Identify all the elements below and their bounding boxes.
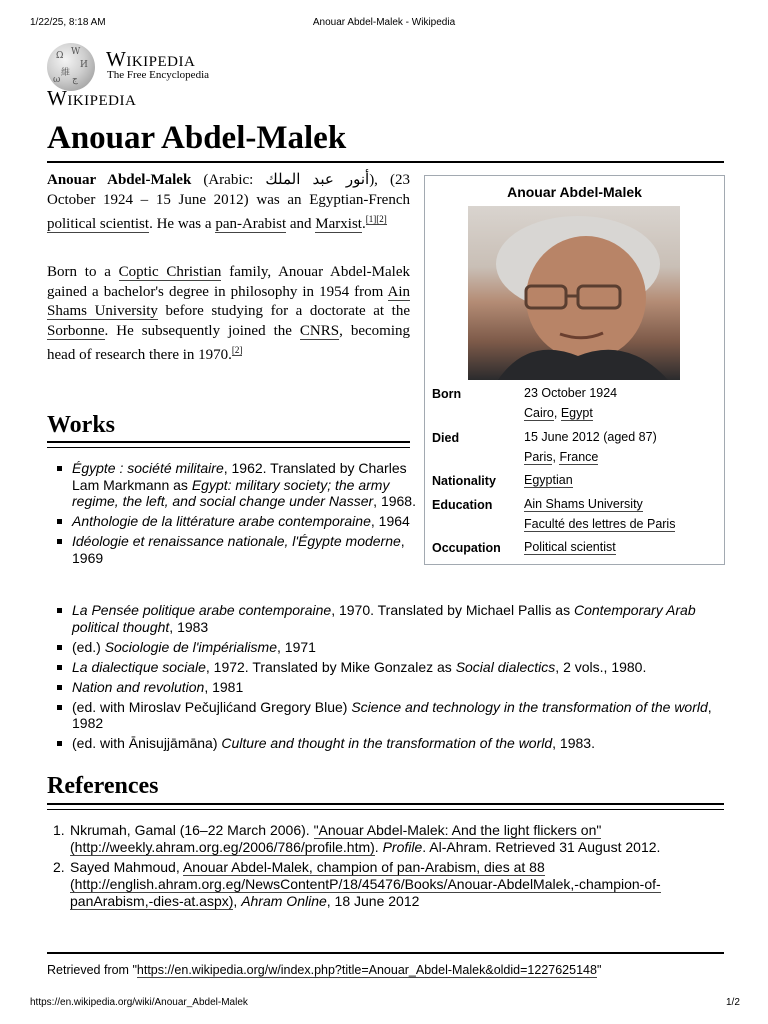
link-political-scientist-infobox[interactable]: Political scientist	[524, 540, 616, 554]
link-coptic-christian[interactable]: Coptic Christian	[118, 264, 222, 280]
link-egypt[interactable]: Egypt	[560, 405, 593, 420]
link-sorbonne[interactable]: Sorbonne	[47, 322, 105, 339]
reference-link[interactable]: "Anouar Abdel-Malek: And the light flickers on" (http://weekly.ahram.org.eg/2006/786/profile.htm)	[70, 822, 602, 855]
works-heading: Works	[47, 412, 116, 438]
citation-1-2[interactable]: [1][2]	[365, 214, 387, 225]
link-ain-shams-university-infobox[interactable]: Ain Shams University	[524, 497, 643, 511]
intro-paragraph: Anouar Abdel-Malek (Arabic: أنور عبد الملك), (23 October 1924 – 15 June 2012) was an Egyptian-French political scientist. He was a pan-Arabist and Marxist.[1][2]	[47, 172, 410, 233]
nationality-label: Nationality	[432, 474, 496, 488]
works-divider	[47, 441, 410, 448]
references-divider	[47, 803, 724, 810]
education-value	[524, 495, 675, 534]
link-france[interactable]: France	[559, 449, 599, 464]
wikipedia-wordmark[interactable]: Wikipedia	[106, 47, 196, 71]
born-label: Born	[432, 387, 462, 401]
list-item: (ed. with Ānisujjāmāna) Culture and thought in the transformation of the world, 1983.	[55, 735, 725, 752]
print-page-title: Anouar Abdel-Malek - Wikipedia	[312, 17, 456, 28]
link-pan-arabist[interactable]: pan-Arabist	[215, 216, 287, 233]
retrieved-from: Retrieved from "https://en.wikipedia.org/w/index.php?title=Anouar_Abdel-Malek&oldid=1227625148"	[47, 963, 602, 977]
link-political-scientist[interactable]: political scientist	[47, 216, 150, 233]
died-value: 15 June 2012 (aged 87) Paris, France	[524, 430, 657, 464]
print-footer-url: https://en.wikipedia.org/wiki/Anouar_Abdel-Malek	[30, 997, 248, 1008]
list-item: (ed. with Miroslav Pečujlićand Gregory Blue) Science and technology in the transformation of the world, 1982	[55, 699, 725, 732]
education-label: Education	[432, 498, 493, 512]
portrait-photo[interactable]	[468, 206, 680, 380]
works-list-wide	[55, 602, 725, 755]
link-cairo[interactable]: Cairo	[524, 405, 554, 420]
portrait-image	[468, 206, 680, 380]
occupation-value	[524, 538, 616, 558]
list-item: La Pensée politique arabe contemporaine, 1970. Translated by Michael Pallis as Contemporary Arab political thought, 1983	[55, 602, 725, 635]
reference-item: 1. Nkrumah, Gamal (16–22 March 2006). "Anouar Abdel-Malek: And the light flickers on" (http://weekly.ahram.org.eg/2006/786/profile.htm). Profile. Al-Ahram. Retrieved 31 August 2012.	[53, 822, 661, 855]
permanent-link[interactable]: https://en.wikipedia.org/w/index.php?title=Anouar_Abdel-Malek&oldid=1227625148	[136, 963, 597, 977]
died-label: Died	[432, 431, 460, 445]
title-divider	[47, 161, 724, 163]
nationality-value	[524, 471, 573, 491]
wikipedia-globe-logo[interactable]: Ω W И 維 ω ج	[47, 43, 95, 91]
print-datetime: 1/22/25, 8:18 AM	[30, 17, 106, 28]
link-egyptian[interactable]: Egyptian	[524, 473, 573, 487]
infobox-title: Anouar Abdel-Malek	[507, 184, 642, 200]
citation-2[interactable]: [2]	[231, 345, 243, 356]
wikipedia-tagline: The Free Encyclopedia	[107, 69, 210, 81]
born-value: 23 October 1924 Cairo, Egypt	[524, 386, 618, 420]
reference-link[interactable]: Anouar Abdel-Malek, champion of pan-Arabism, dies at 88 (http://english.ahram.org.eg/NewsContentP/18/45476/Books/Anouar-AbdelMalek,-champion-of-panArabism,-dies-at.aspx)	[70, 859, 661, 909]
link-faculte-des-lettres[interactable]: Faculté des lettres de Paris	[524, 516, 676, 531]
list-item: Égypte : société militaire, 1962. Translated by Charles Lam Markmann as Egypt: military society; the army regime, the left, and social change under Nasser, 1968.	[55, 460, 425, 510]
occupation-label: Occupation	[432, 541, 501, 555]
list-item: Nation and revolution, 1981	[55, 679, 725, 696]
biography-paragraph: Born to a Coptic Christian family, Anouar Abdel-Malek gained a bachelor's degree in philosophy in 1954 from Ain Shams University before studying for a doctorate at the Sorbonne. He subsequently joined the CNRS, becoming head of research there in 1970.[2]	[47, 264, 411, 364]
infobox	[424, 175, 725, 565]
link-paris[interactable]: Paris	[524, 449, 553, 464]
link-ain-shams-university[interactable]: Ain Shams University	[47, 283, 410, 320]
list-item: La dialectique sociale, 1972. Translated by Mike Gonzalez as Social dialectics, 2 vols., 1980.	[55, 659, 725, 676]
arabic-name: أنور عبد الملك	[265, 172, 370, 188]
references-list	[47, 822, 727, 913]
list-item: Anthologie de la littérature arabe contemporaine, 1964	[55, 513, 425, 530]
reference-item: 2. Sayed Mahmoud, Anouar Abdel-Malek, champion of pan-Arabism, dies at 88 (http://english.ahram.org.eg/NewsContentP/18/45476/Books/Anouar-AbdelMalek,-champion-of-panArabism,-dies-at.aspx), Ahram Online, 18 June 2012	[53, 859, 661, 909]
link-marxist[interactable]: Marxist	[315, 216, 362, 233]
print-page-number: 1/2	[726, 997, 740, 1008]
list-item: (ed.) Sociologie de l'impérialisme, 1971	[55, 639, 725, 656]
link-cnrs[interactable]: CNRS	[299, 322, 340, 339]
list-item: Idéologie et renaissance nationale, l'Égypte moderne, 1969	[55, 533, 425, 566]
page-title: Anouar Abdel-Malek	[47, 120, 347, 156]
references-heading: References	[47, 773, 159, 799]
works-list-narrow	[55, 460, 425, 570]
subject-name: Anouar Abdel-Malek	[47, 172, 192, 188]
wikipedia-wordmark-large: Wikipedia	[47, 86, 137, 110]
footer-divider	[47, 952, 724, 954]
